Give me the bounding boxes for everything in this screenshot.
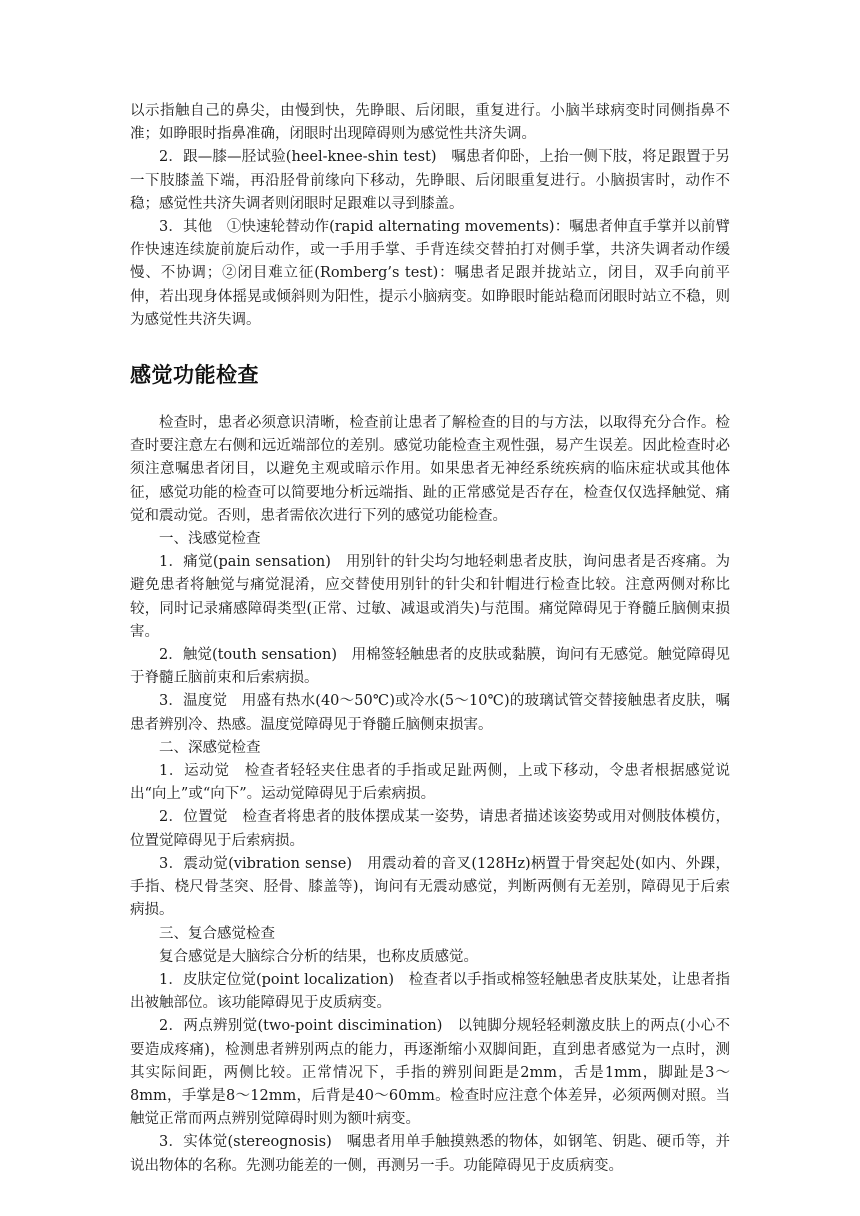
item-pain-sensation: 1．痛觉(pain sensation) 用别针的针尖均匀地轻刺患者皮肤，询问患者是否疼痛。为避免患者将触觉与痛觉混淆，应交替使用别针的针尖和针帽进行检查比较。注意两侧对称比较，同时记录痛感障碍类型(正常、过敏、减退或消失)与范围。痛觉障碍见于脊髓丘脑侧束损害。 — [130, 554, 730, 640]
item-temperature-sensation: 3．温度觉 用盛有热水(40～50℃)或冷水(5～10℃)的玻璃试管交替接触患者皮肤，嘱患者辨别冷、热感。温度觉障碍见于脊髓丘脑侧束损害。 — [130, 693, 730, 733]
subsection-title-superficial: 一、浅感觉检查 — [159, 531, 261, 548]
paragraph-continuation: 以示指触自己的鼻尖，由慢到快，先睁眼、后闭眼，重复进行。小脑半球病变时同侧指鼻不准；如睁眼时指鼻准确，闭眼时出现障碍则为感觉性共济失调。 — [130, 103, 730, 143]
item-two-point-discrimination: 2．两点辨别觉(two-point discimination) 以钝脚分规轻轻刺激皮肤上的两点(小心不要造成疼痛)，检测患者辨别两点的能力，再逐渐缩小双脚间距，直到患者感觉为一点时，测其实际间距，两侧比较。正常情况下，手指的辨别间距是2mm，舌是1mm，脚趾是3～8mm，手掌是8～12mm，后背是40～60mm。检查时应注意个体差异，必须两侧对照。当触觉正常而两点辨别觉障碍时则为额叶病变。 — [130, 1018, 730, 1128]
item-stereognosis: 3．实体觉(stereognosis) 嘱患者用单手触摸熟悉的物体，如钢笔、钥匙、硬币等，并说出物体的名称。先测功能差的一侧，再测另一手。功能障碍见于皮质病变。 — [130, 1134, 730, 1174]
subsection-title-deep: 二、深感觉检查 — [159, 739, 261, 756]
section-heading: 感觉功能检查 — [130, 363, 259, 388]
item-motion-sense: 1．运动觉 检查者轻轻夹住患者的手指或足趾两侧，上或下移动，令患者根据感觉说出“向上”或“向下”。运动觉障碍见于后索病损。 — [130, 763, 730, 803]
item-position-sense: 2．位置觉 检查者将患者的肢体摆成某一姿势，请患者描述该姿势或用对侧肢体模仿，位置觉障碍见于后索病损。 — [130, 809, 730, 849]
paragraph-other-tests: 3．其他 ①快速轮替动作(rapid alternating movements)：嘱患者伸直手掌并以前臂作快速连续旋前旋后动作，或一手用手掌、手背连续交替拍打对侧手掌，共济失调者动作缓慢、不协调；②闭目难立征(Romberg’s test)：嘱患者足跟并拢站立，闭目，双手向前平伸，若出现身体摇晃或倾斜则为阳性，提示小脑病变。如睁眼时能站稳而闭眼时站立不稳，则为感觉性共济失调。 — [130, 219, 730, 328]
item-point-localization: 1．皮肤定位觉(point localization) 检查者以手指或棉签轻触患者皮肤某处，让患者指出被触部位。该功能障碍见于皮质病变。 — [130, 971, 730, 1012]
subsection-title-complex: 三、复合感觉检查 — [159, 925, 275, 942]
paragraph-intro: 检查时，患者必须意识清晰，检查前让患者了解检查的目的与方法，以取得充分合作。检查时要注意左右侧和远近端部位的差别。感觉功能检查主观性强，易产生误差。因此检查时必须注意嘱患者闭目，以避免主观或暗示作用。如果患者无神经系统疾病的临床症状或其他体征，感觉功能的检查可以简要地分析远端指、趾的正常感觉是否存在，检查仅仅选择触觉、痛觉和震动觉。否则，患者需依次进行下列的感觉功能检查。 — [130, 415, 730, 524]
item-touch-sensation: 2．触觉(touth sensation) 用棉签轻触患者的皮肤或黏膜，询问有无感觉。触觉障碍见于脊髓丘脑前束和后索病损。 — [130, 647, 730, 687]
paragraph-heel-knee-shin: 2．跟—膝—胫试验(heel-knee-shin test) 嘱患者仰卧，上抬一侧下肢，将足跟置于另一下肢膝盖下端，再沿胫骨前缘向下移动，先睁眼、后闭眼重复进行。小脑损害时，动作不稳；感觉性共济失调者则闭眼时足跟难以寻到膝盖。 — [130, 149, 730, 212]
complex-sense-intro: 复合感觉是大脑综合分析的结果，也称皮质感觉。 — [159, 948, 478, 965]
heading-spacer — [130, 390, 730, 412]
item-vibration-sense: 3．震动觉(vibration sense) 用震动着的音叉(128Hz)柄置于骨突起处(如内、外踝，手指、桡尺骨茎突、胫骨、膝盖等)，询问有无震动感觉，判断两侧有无差别，障碍见于后索病损。 — [130, 855, 730, 919]
document-page — [130, 100, 730, 1178]
